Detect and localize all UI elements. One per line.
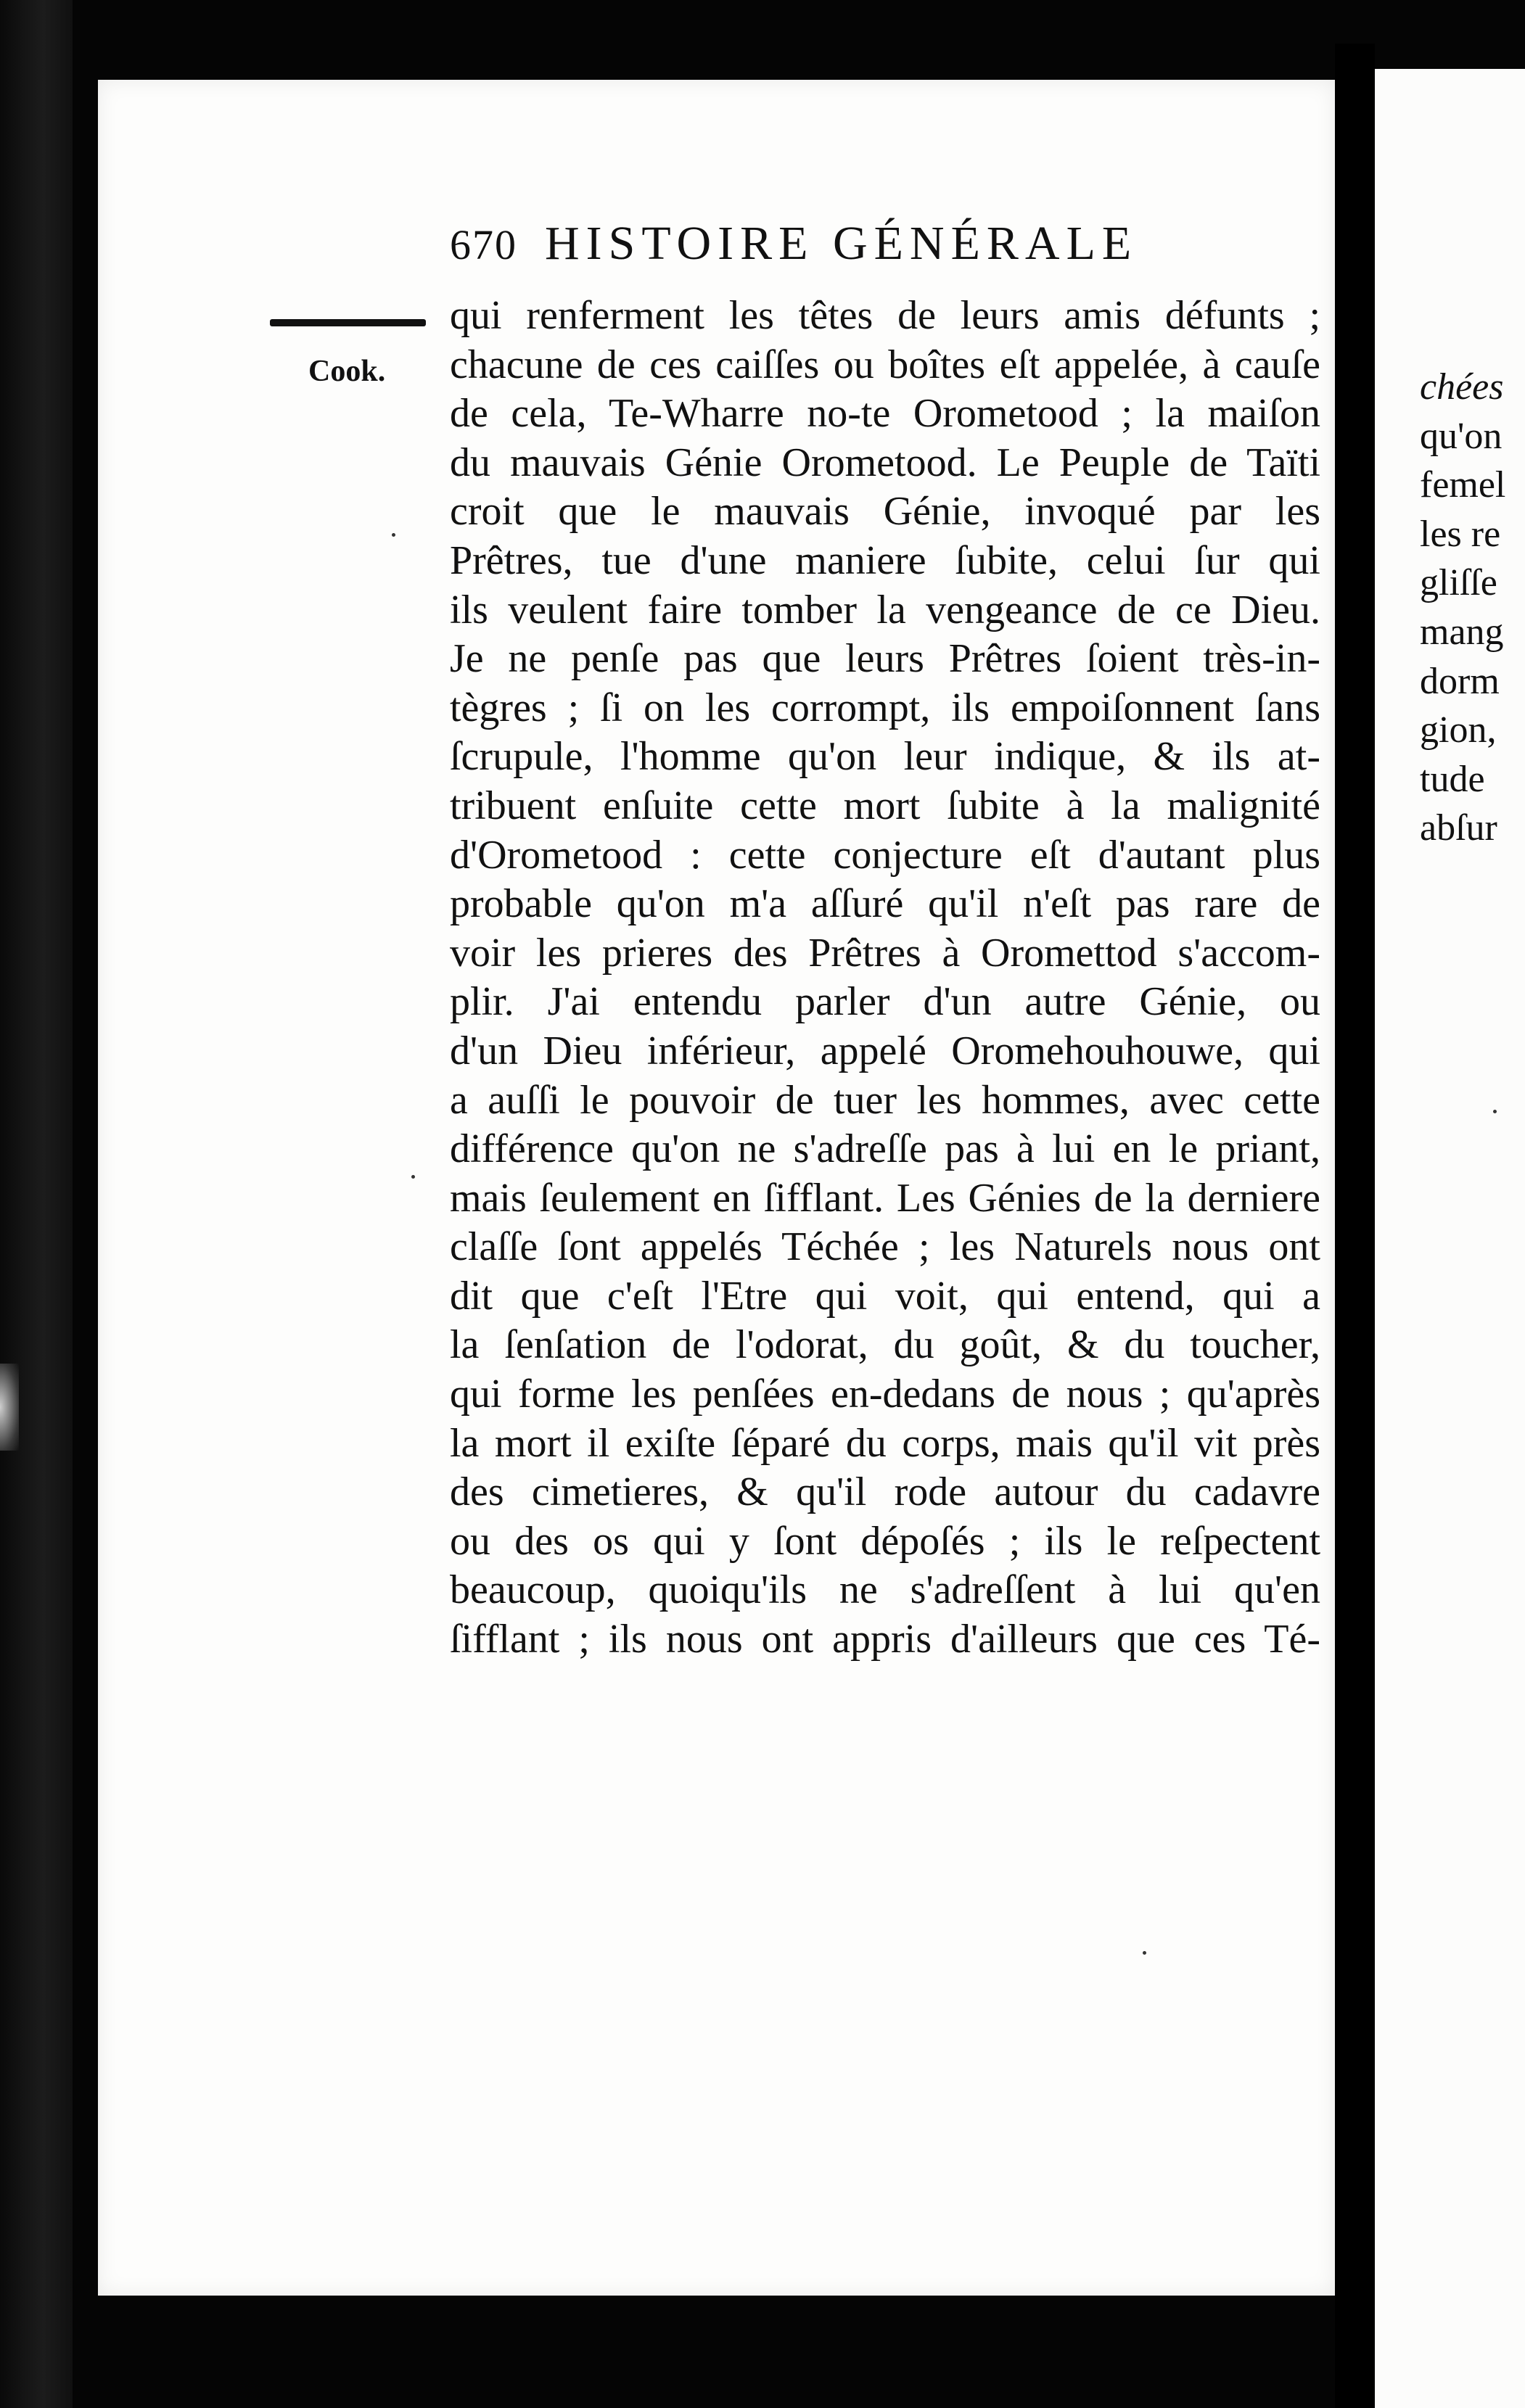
text-line: a auſſi le pouvoir de tuer les hommes, avec cette [450,1077,1320,1123]
scan-glare [0,1364,19,1451]
text-line: différence qu'on ne s'adreſſe pas à lui en le priant, [450,1126,1320,1172]
text-line: Prêtres, tue d'une maniere ſubite, celui ſur qui [450,537,1320,583]
right-page-line: gion, [1420,709,1497,751]
book-gutter [1335,44,1375,2408]
right-page-text [1420,363,1525,853]
text-line: la ſenſation de l'odorat, du goût, & du toucher, [450,1322,1320,1368]
text-line: mais ſeulement en ſifflant. Les Génies de la derniere [450,1175,1320,1221]
text-line: chacune de ces caiſſes ou boîtes eſt appelée, à cauſe [450,342,1320,387]
text-line: ou des os qui y ſont dépoſés ; ils le reſpectent [450,1518,1320,1564]
text-line: du mauvais Génie Orometood. Le Peuple de Taïti [450,440,1320,485]
right-page-line: chées [1420,366,1504,408]
right-page-line: mang [1420,611,1504,653]
body-text [450,292,1320,1665]
text-line: claſſe ſont appelés Téchée ; les Naturels nous ont [450,1224,1320,1270]
margin-rule [270,319,426,326]
right-page-line: qu'on [1420,415,1503,457]
text-line: Je ne penſe pas que leurs Prêtres ſoient très-in- [450,636,1320,682]
text-line: la mort il exiſte ſéparé du corps, mais qu'il vit près [450,1420,1320,1466]
text-line: qui forme les penſées en-dedans de nous ; qu'après [450,1372,1320,1417]
right-page-line: tude [1420,758,1485,800]
margin-note-author: Cook. [308,355,386,388]
right-page-line: dorm [1420,660,1500,702]
text-line: plir. J'ai entendu parler d'un autre Génie, ou [450,979,1320,1025]
text-line: ſcrupule, l'homme qu'on leur indique, & ils at- [450,734,1320,780]
text-line: d'Orometood : cette conjecture eſt d'autant plus [450,832,1320,878]
scan-speck [1143,1951,1146,1955]
text-line: voir les prieres des Prêtres à Oromettod s'accom- [450,930,1320,976]
text-line: ils veulent faire tomber la vengeance de ce Dieu. [450,587,1320,632]
left-book-edge [0,0,73,2408]
text-line: probable qu'on m'a aſſuré qu'il n'eſt pas rare de [450,881,1320,927]
text-line: dit que c'eſt l'Etre qui voit, qui entend, qui a [450,1273,1320,1319]
right-page-line: femel [1420,464,1506,506]
scan-speck [392,533,395,537]
scan-speck [411,1175,415,1179]
text-line: d'un Dieu inférieur, appelé Oromehouhouwe, qui [450,1028,1320,1073]
text-line: tègres ; ſi on les corrompt, ils empoiſonnent ſans [450,685,1320,730]
right-page-line: abſur [1420,807,1497,849]
text-line: des cimetieres, & qu'il rode autour du cadavre [450,1469,1320,1515]
page-number: 670 [450,221,517,268]
text-line: croit que le mauvais Génie, invoqué par les [450,489,1320,535]
running-header [450,216,1284,281]
right-page-line: gliſſe [1420,562,1497,604]
text-line: tribuent enſuite cette mort ſubite à la malignité [450,783,1320,828]
text-line: beaucoup, quoiqu'ils ne s'adreſſent à lui qu'en [450,1567,1320,1613]
right-page-line: les re [1420,513,1501,555]
text-line: de cela, Te-Wharre no-te Orometood ; la maiſon [450,391,1320,437]
text-line: ſifflant ; ils nous ont appris d'ailleurs que ces Té- [450,1617,1320,1662]
scan-speck [1493,1110,1497,1113]
right-page-fragment [1375,69,1525,2408]
text-line: qui renferment les têtes de leurs amis défunts ; [450,293,1320,338]
running-title: HISTOIRE GÉNÉRALE [545,217,1138,270]
